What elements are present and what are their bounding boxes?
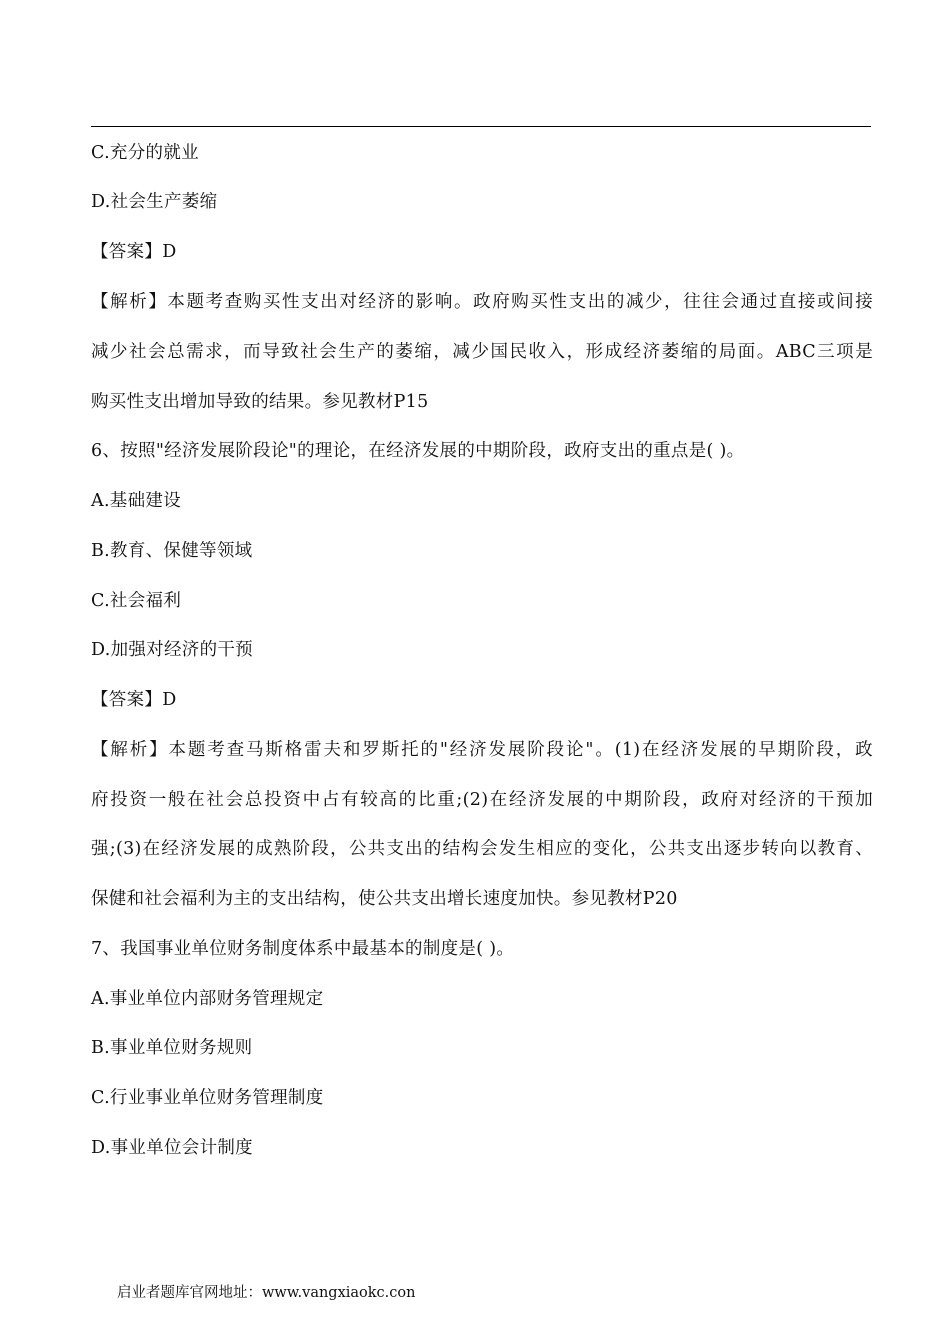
q6-answer: 【答案】D	[91, 690, 177, 710]
q6-question: 6、按照"经济发展阶段论"的理论，在经济发展的中期阶段，政府支出的重点是( )。	[91, 441, 745, 461]
q6-option-c: C.社会福利	[91, 591, 182, 611]
q5-option-c: C.充分的就业	[91, 143, 199, 163]
q5-analysis-line-1: 【解析】本题考查购买性支出对经济的影响。政府购买性支出的减少，往往会通过直接或间接	[91, 292, 873, 312]
q6-analysis-line-1: 【解析】本题考查马斯格雷夫和罗斯托的"经济发展阶段论"。(1)在经济发展的早期阶段，政	[91, 740, 873, 760]
q6-option-a: A.基础建设	[91, 491, 182, 511]
q7-option-c: C.行业事业单位财务管理制度	[91, 1088, 324, 1108]
footer-website: 启业者题库官网地址：www.vangxiaokc.con	[117, 1285, 416, 1301]
q6-analysis-line-2: 府投资一般在社会总投资中占有较高的比重;(2)在经济发展的中期阶段，政府对经济的干预加	[91, 790, 873, 810]
q7-option-d: D.事业单位会计制度	[91, 1138, 253, 1158]
q6-option-d: D.加强对经济的干预	[91, 640, 253, 660]
q5-option-d: D.社会生产萎缩	[91, 192, 218, 212]
q5-analysis-line-2: 减少社会总需求，而导致社会生产的萎缩，减少国民收入，形成经济萎缩的局面。ABC三项是	[91, 342, 873, 362]
q7-option-a: A.事业单位内部财务管理规定	[91, 989, 324, 1009]
q6-analysis-line-3: 强;(3)在经济发展的成熟阶段，公共支出的结构会发生相应的变化，公共支出逐步转向以教育、	[91, 839, 873, 859]
q5-answer: 【答案】D	[91, 242, 177, 262]
q6-option-b: B.教育、保健等领域	[91, 541, 253, 561]
q7-option-b: B.事业单位财务规则	[91, 1038, 253, 1058]
q6-analysis-line-4: 保健和社会福利为主的支出结构，使公共支出增长速度加快。参见教材P20	[91, 889, 678, 909]
q5-analysis-line-3: 购买性支出增加导致的结果。参见教材P15	[91, 392, 429, 412]
q7-question: 7、我国事业单位财务制度体系中最基本的制度是( )。	[91, 939, 515, 959]
header-rule	[91, 126, 871, 127]
